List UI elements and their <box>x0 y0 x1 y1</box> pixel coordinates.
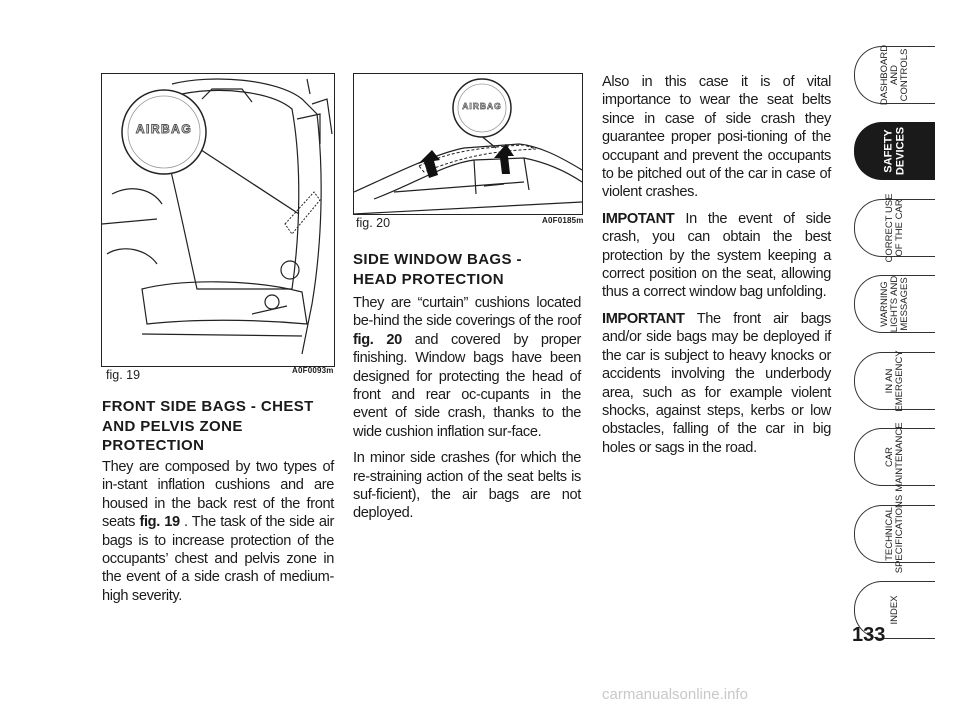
tab-warning-lights-and-messages[interactable] <box>854 275 935 333</box>
figure-20-caption: fig. 20 <box>356 216 391 230</box>
car-window-illustration <box>354 74 582 214</box>
figure-20-code: A0F0185m <box>542 216 584 225</box>
section-heading-front-side-bags: FRONT SIDE BAGS - CHEST AND PELVIS ZONE PROTECTION <box>102 398 314 454</box>
column-2-text <box>353 294 581 531</box>
airbag-badge: AIRBAG <box>135 122 193 136</box>
tab-label: WARNING LIGHTS AND MESSAGES <box>879 275 910 333</box>
figure-19-code: A0F0093m <box>292 366 334 375</box>
column-1-text <box>102 458 334 613</box>
figure-19-caption: fig. 19 <box>106 368 141 382</box>
airbag-badge: AIRBAG <box>462 101 502 111</box>
tab-label: IN AN EMERGENCY <box>884 350 905 412</box>
seat-illustration <box>102 74 334 366</box>
tab-label: DASHBOARD AND CONTROLS <box>879 44 910 106</box>
tab-label: CAR MAINTENANCE <box>884 422 905 492</box>
figure-20-window-bag <box>353 73 583 215</box>
important-label: IMPORTANT <box>602 310 685 327</box>
important-label: IMPOTANT <box>602 210 675 227</box>
chapter-sidebar <box>828 46 960 666</box>
tab-label: SAFETY DEVICES <box>882 126 906 176</box>
paragraph: They are composed by two types of in-stant inflation cushions and are housed in the back rest of the front seats fig. 19 . The task of the side air bags is to increase protection of the occupants’ chest and pelvis zone in the event of a side crash of medium-high severity. <box>102 459 334 604</box>
tab-correct-use-of-the-car[interactable] <box>854 193 935 263</box>
section-heading-side-window-bags: SIDE WINDOW BAGS - HEAD PROTECTION <box>353 251 522 288</box>
tab-technical-specifications[interactable] <box>854 494 935 574</box>
paragraph: They are “curtain” cushions located be-hind the side coverings of the roof fig. 20 and covered by proper finishing. Window bags have been designed for protecting the head of front and rear oc-cupants in the event of side crash, thanks to the wide cushion inflation sur-face. <box>353 295 581 440</box>
figure-reference: fig. 19 <box>139 514 180 531</box>
tab-label: INDEX <box>889 595 900 625</box>
tab-car-maintenance[interactable] <box>854 422 935 492</box>
paragraph: In minor side crashes (for which the re-straining action of the seat belts is suf-ficient), the air bags are not deployed. <box>353 450 581 522</box>
tab-dashboard-and-controls[interactable] <box>854 46 935 104</box>
paragraph: Also in this case it is of vital importance to wear the seat belts since in case of side crash they guarantee proper posi-tioning of the occupant and prevent the occupants to be pitched out of the car in case of violent crashes. <box>602 74 831 201</box>
paragraph: IMPORTANT The front air bags and/or side bags may be deployed if the car is subject to heavy knocks or accidents involving the underbody area, such as for example violent shocks, against steps, kerbs or low obstacles, falling of the car in big holes or sags in the road. <box>602 310 831 456</box>
page-number: 133 <box>852 624 886 646</box>
figure-19-seat-side-airbag <box>101 73 335 367</box>
tab-label: CORRECT USE OF THE CAR <box>884 193 905 263</box>
figure-reference: fig. 20 <box>353 331 402 348</box>
tab-safety-devices[interactable] <box>854 122 935 180</box>
tab-in-an-emergency[interactable] <box>854 352 935 410</box>
paragraph: IMPOTANT In the event of side crash, you can obtain the best protection by the system keeping a correct position on the seat, allowing thus a correct window bag unfolding. <box>602 210 831 301</box>
column-3-text <box>602 73 831 465</box>
tab-label: TECHNICAL SPECIFICATIONS <box>884 494 905 574</box>
watermark: carmanualsonline.info <box>602 686 748 703</box>
